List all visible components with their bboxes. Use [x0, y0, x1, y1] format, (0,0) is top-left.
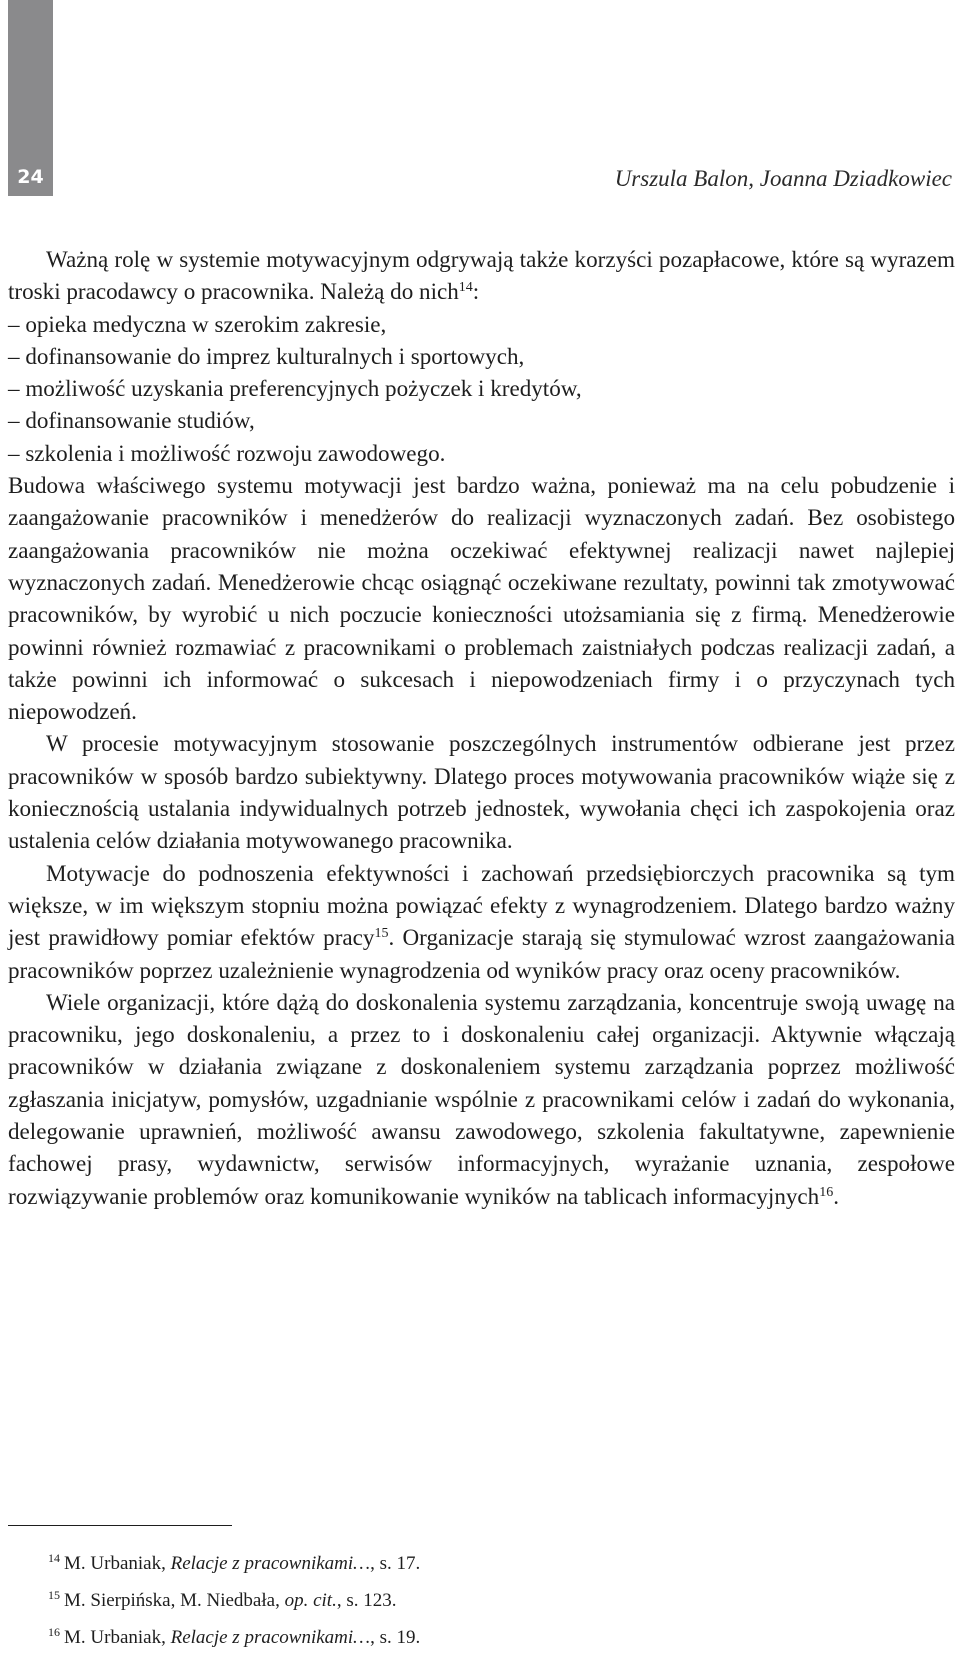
footnote-ref-15: 15: [374, 926, 389, 942]
footnotes: [48, 1545, 420, 1656]
paragraph-organizations: Wiele organizacji, które dążą do doskonalenia systemu zarządzania, koncentruje swoją uwagę na pracowniku, jego doskonaleniu, a przez to i doskonaleniu całej organizacji. Aktywnie włączają pracowników w działania związane z doskonaleniem systemu zarządzania poprzez możliwość zgłaszania inicjatyw, pomysłów, uzgadnianie wspólnie z pracownikami celów i zadań do wykonania, delegowanie uprawnień, możliwość awansu zawodowego, szkolenia fakultatywne, zapewnienie fachowej prasy, wydawnictw, serwisów informacyjnych, wyrażanie uznania, zespołowe rozwiązywanie problemów oraz komunikowanie wyników na tablicach informacyjnych$^{16}$.: [8, 988, 955, 1209]
footnote-ref-14: 14: [458, 280, 473, 296]
paragraph-motivation-process: W procesie motywacyjnym stosowanie poszczególnych instrumentów odbierane jest przez pracowników w sposób bardzo subiektywny. Dlatego proces motywowania pracowników wiąże się z koniecznością ustalania indywidualnych potrzeb jednostek, wywołania chęci ich zaspokojenia oraz ustalenia celów działania motywowanego pracownika.: [8, 730, 955, 854]
footnote-14: $^{14}$ M. Urbaniak, Relacje z pracownikami…, s. 17.: [48, 1551, 421, 1574]
main-text: [8, 243, 955, 1212]
paragraph-motivation-system: Budowa właściwego systemu motywacji jest bardzo ważna, ponieważ ma na celu pobudzenie i zaangażowanie pracowników i menedżerów do realizacji wyznaczonych zadań. Bez osobistego zaangażowania pracowników nie można oczekiwać efektywnej realizacji nawet najlepiej wyznaczonych zadań. Menedżerowie chcąc osiągnąć oczekiwane rezultaty, powinni tak zmotywować pracowników, by wyrobić u nich poczucie konieczności utożsamiania się z firmą. Menedżerowie powinni również rozmawiać z pracownikami o problemach zaistniałych podczas realizacji zadań, a także powinni ich informować o sukcesach i niepowodzeniach firmy i o przyczynach tych niepowodzeń.: [8, 472, 955, 725]
running-head-authors: Urszula Balon, Joanna Dziadkowiec: [614, 166, 952, 191]
footnote-ref-16: 16: [819, 1184, 834, 1200]
page-number: 24: [17, 166, 44, 188]
list-item: – opieka medyczna w szerokim zakresie,: [8, 310, 387, 337]
footnote-16: $^{16}$ M. Urbaniak, Relacje z pracownikami…, s. 19.: [48, 1625, 421, 1648]
footnote-separator: [8, 1525, 232, 1526]
paragraph-effectiveness: Motywacje do podnoszenia efektywności i zachowań przedsiębiorczych pracownika są tym większe, w im większym stopniu można powiązać efekty z wynagrodzeniem. Dlatego bardzo ważny jest prawidłowy pomiar efektów pracy$^{15}$. Organizacje starają się stymulować wzrost zaangażowania pracowników poprzez uzależnienie wynagrodzenia od wyników pracy oraz oceny pracowników.: [8, 859, 955, 983]
list-item: – możliwość uzyskania preferencyjnych pożyczek i kredytów,: [8, 375, 582, 402]
list-item: – szkolenia i możliwość rozwoju zawodowego.: [8, 439, 446, 466]
page-number-tab: [8, 0, 53, 196]
paragraph-intro: Ważną rolę w systemie motywacyjnym odgrywają także korzyści pozapłacowe, które są wyrazem troski pracodawcy o pracownika. Należą do nich$^{14}$:: [8, 246, 955, 305]
list-item: – dofinansowanie do imprez kulturalnych i sportowych,: [8, 342, 525, 369]
footnote-15: $^{15}$ M. Sierpińska, M. Niedbała, op. cit., s. 123.: [48, 1588, 397, 1611]
list-item: – dofinansowanie studiów,: [8, 407, 255, 434]
